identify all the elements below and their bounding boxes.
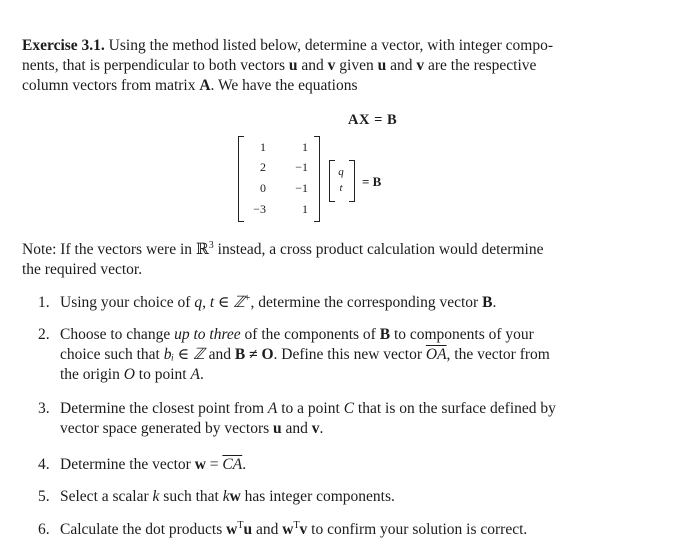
equation-title: AX = B <box>348 112 398 128</box>
note-line-1: Note: If the vectors were in ℝ$^3$ instead, a cross product calculation would determine <box>22 239 544 258</box>
intro-line-2: nents, that is perpendicular to both vectors u and v given u and v are the respective <box>22 57 537 74</box>
list-item-number: 1. <box>38 294 50 311</box>
exercise-intro <box>22 36 652 96</box>
list-item-number: 5. <box>38 488 50 505</box>
matrix-cell: 1 <box>302 202 308 216</box>
matrix-cell: −3 <box>253 202 266 216</box>
list-item-text: Using your choice of q, t ∈ ℤ+, determine the corresponding vector B. <box>60 292 497 311</box>
matrix-cell: 0 <box>260 181 266 195</box>
matrix-cell: −1 <box>295 181 308 195</box>
list-item-text: Calculate the dot products $w^Tu$ and $w^Tv$ to confirm your solution is correct. <box>60 519 528 538</box>
list-item-number: 6. <box>38 521 50 538</box>
note-line-2: the required vector. <box>22 261 143 278</box>
note-paragraph <box>22 240 662 280</box>
matrix-right-bracket <box>314 136 320 222</box>
matrix-cell: −1 <box>295 160 308 174</box>
vector-cell-t: t <box>339 182 343 194</box>
list-item-number: 2. <box>38 326 50 343</box>
list-item-text: Determine the closest point from A to a point C that is on the surface defined by vector space generated by vectors u and v. <box>60 400 556 437</box>
vector-right-bracket <box>349 160 355 202</box>
list-item-text: Choose to change up to three of the components of B to components of your choice such that bᵢ ∈ ℤ and B ≠ O. Define this new vector $\overline{OA}$, the vector from the origin O to point A. <box>60 326 550 383</box>
list-item-text: Select a scalar k such that kw has integer components. <box>60 488 395 505</box>
list-item-text: Determine the vector $w = \overline{CA}$. <box>60 456 247 473</box>
matrix-cell: 1 <box>302 140 308 154</box>
matrix-equation <box>238 136 438 224</box>
vector-cell-q: q <box>338 166 344 178</box>
equation-rhs: = B <box>362 174 382 189</box>
list-item-number: 4. <box>38 456 50 473</box>
intro-line-3: column vectors from matrix A. We have the equations <box>22 77 358 94</box>
matrix-cell: 2 <box>260 160 266 174</box>
matrix-cell: 1 <box>260 140 266 154</box>
exercise-heading: Exercise 3.1. <box>22 37 105 54</box>
list-item-number: 3. <box>38 400 50 417</box>
intro-line-1: Exercise 3.1. Using the method listed below, determine a vector, with integer compo- <box>22 37 553 54</box>
